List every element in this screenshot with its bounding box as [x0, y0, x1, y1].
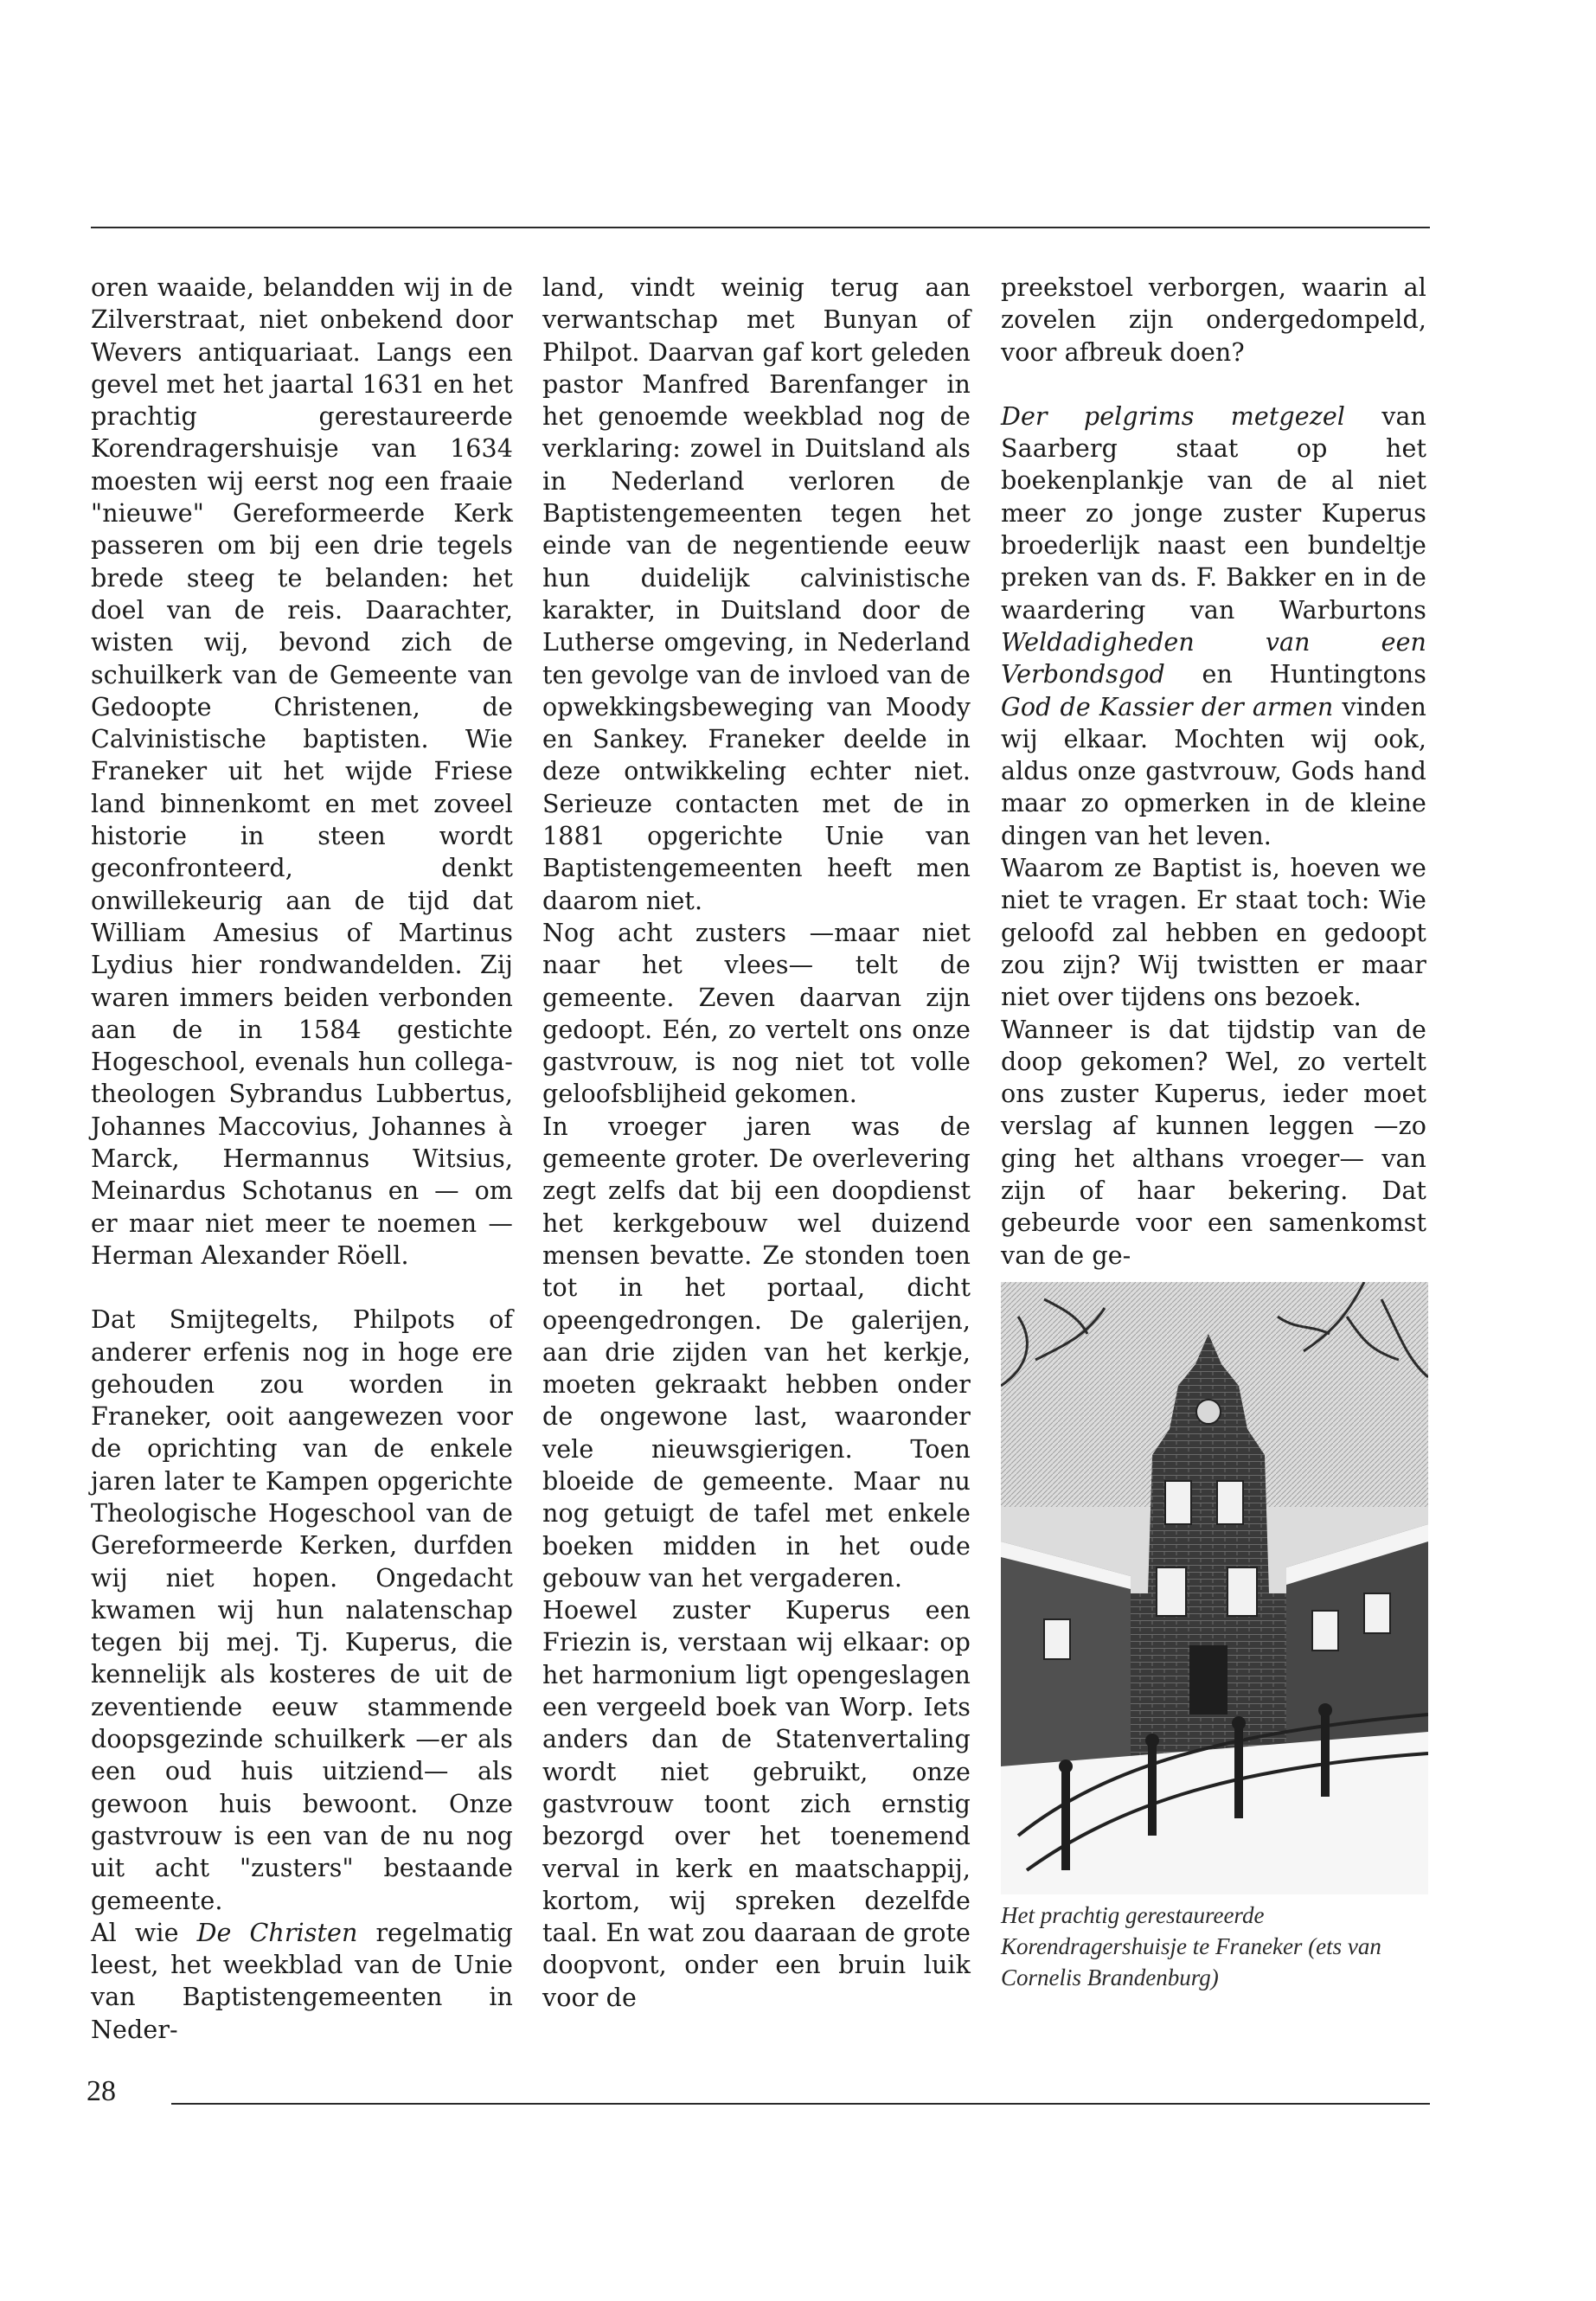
paragraph: Der pelgrims metgezel van Saarberg staat op het boekenplankje van de al niet meer zo jonge zuster Kuperus broederlijk naast een bundeltje preken van ds. F. Bakker en in de waardering van Warburtons Weldadigheden van een Verbondsgod en Huntingtons God de Kassier der armen vinden wij elkaar. Mochten wij ook, aldus onze gastvrouw, Gods hand maar zo opmerken in de kleine dingen van het leven.: [1001, 401, 1427, 850]
paragraph: Wanneer is dat tijdstip van de doop gekomen? Wel, zo vertelt ons zuster Kuperus, ieder moet verslag af kunnen leggen —zo ging het althans vroeger— van zijn of haar bekering. Dat gebeurde voor een samenkomst van de ge-: [1001, 1015, 1426, 1270]
paragraph: Waarom ze Baptist is, hoeven we niet te vragen. Er staat toch: Wie geloofd zal hebben en gedoopt zou zijn? Wij twistten er maar niet over tijdens ons bezoek.: [1001, 854, 1426, 1012]
paragraph: In vroeger jaren was de gemeente groter. De overlevering zegt zelfs dat bij een doopdienst het kerkgebouw wel duizend mensen bevatte. Ze stonden toen tot in het portaal, dicht opeengedrongen. De galerijen, aan drie zijden van het kerkje, moeten gekraakt hebben onder de ongewone last, waaronder vele nieuwsgierigen. Toen bloeide de gemeente. Maar nu nog getuigt de tafel met enkele boeken midden in het oude gebouw van het vergaderen.: [542, 1112, 971, 1593]
etching-illustration: [1001, 1282, 1428, 1894]
page-number: 28: [87, 2075, 116, 2107]
paragraph: Dat Smijtegelts, Philpots of anderer erfenis nog in hoge ere gehouden zou worden in Franeker, ooit aangewezen voor de oprichting van de enkele jaren later te Kampen opgerichte Theologische Hogeschool van de Gereformeerde Kerken, durfden wij niet hopen. Ongedacht kwamen wij hun nalatenschap tegen bij mej. Tj. Kuperus, die kennelijk als kosteres de uit de zeventiende eeuw stammende doopsgezinde schuilkerk —er als een oud huis uitziend— als gewoon huis bewoont. Onze gastvrouw is een van de nu nog uit acht "zusters" bestaande gemeente.: [91, 1305, 513, 1915]
paragraph: preekstoel verborgen, waarin al zovelen zijn ondergedompeld, voor afbreuk doen?: [1001, 273, 1426, 367]
paragraph: oren waaide, belandden wij in de Zilverstraat, niet onbekend door Wevers antiquariaat. Langs een gevel met het jaartal 1631 en het prachtig gerestaureerde Korendragershuisje van 1634 moesten wij eerst nog een fraaie "nieuwe" Gereformeerde Kerk passeren om bij een drie tegels brede steeg te belanden: het doel van de reis. Daarachter, wisten wij, bevond zich de schuilkerk van de Gemeente van Gedoopte Christenen, de Calvinistische baptisten. Wie Franeker uit het wijde Friese land binnenkomt en met zoveel historie in steen wordt geconfronteerd, denkt onwillekeurig aan de tijd dat William Amesius of Martinus Lydius hier rondwandelden. Zij waren immers beiden verbonden aan de in 1584 gestichte Hogeschool, evenals hun collega-theologen Sybrandus Lubbertus, Johannes Maccovius, Johannes à Marck, Hermannus Witsius, Meinardus Schotanus en — om er maar niet meer te noemen — Herman Alexander Röell.: [91, 273, 513, 1270]
article-column-1: [91, 272, 513, 2046]
figure-caption: Het prachtig gerestaureerde Korendragershuisje te Franeker (ets van Cornelis Brandenburg): [1001, 1902, 1381, 1990]
article-column-2: [542, 272, 971, 2014]
paragraph: land, vindt weinig terug aan verwantschap met Bunyan of Philpot. Daarvan gaf kort geleden pastor Manfred Barenfanger in het genoemde weekblad nog de verklaring: zowel in Duitsland als in Nederland verloren de Baptistengemeenten tegen het einde van de negentiende eeuw hun duidelijk calvinistische karakter, in Duitsland door de Lutherse omgeving, in Nederland ten gevolge van de invloed van de opwekkingsbeweging van Moody en Sankey. Franeker deelde in deze ontwikkeling echter niet. Serieuze contacten met de in 1881 opgerichte Unie van Baptistengemeenten heeft men daarom niet.: [542, 273, 971, 915]
article-column-3: [1001, 272, 1426, 1272]
header-rule: [91, 227, 1430, 228]
periodical-title: De Christen: [196, 1918, 358, 1947]
paragraph: Al wie De Christen regelmatig leest, het weekblad van de Unie van Baptistengemeenten in Neder-: [91, 1918, 513, 2044]
footer-rule: [171, 2103, 1430, 2105]
paragraph: Nog acht zusters —maar niet naar het vlees— telt de gemeente. Zeven daarvan zijn gedoopt. Eén, zo vertelt ons onze gastvrouw, is nog niet tot volle geloofsblijheid gekomen.: [542, 918, 971, 1109]
paragraph: Hoewel zuster Kuperus een Friezin is, verstaan wij elkaar: op het harmonium ligt opengeslagen een vergeeld boek van Worp. Iets anders dan de Statenvertaling wordt niet gebruikt, onze gastvrouw toont zich ernstig bezorgd over het toenemend verval in kerk en maatschappij, kortom, wij spreken dezelfde taal. En wat zou daaraan de grote doopvont, onder een bruin luik voor de: [542, 1596, 971, 2012]
